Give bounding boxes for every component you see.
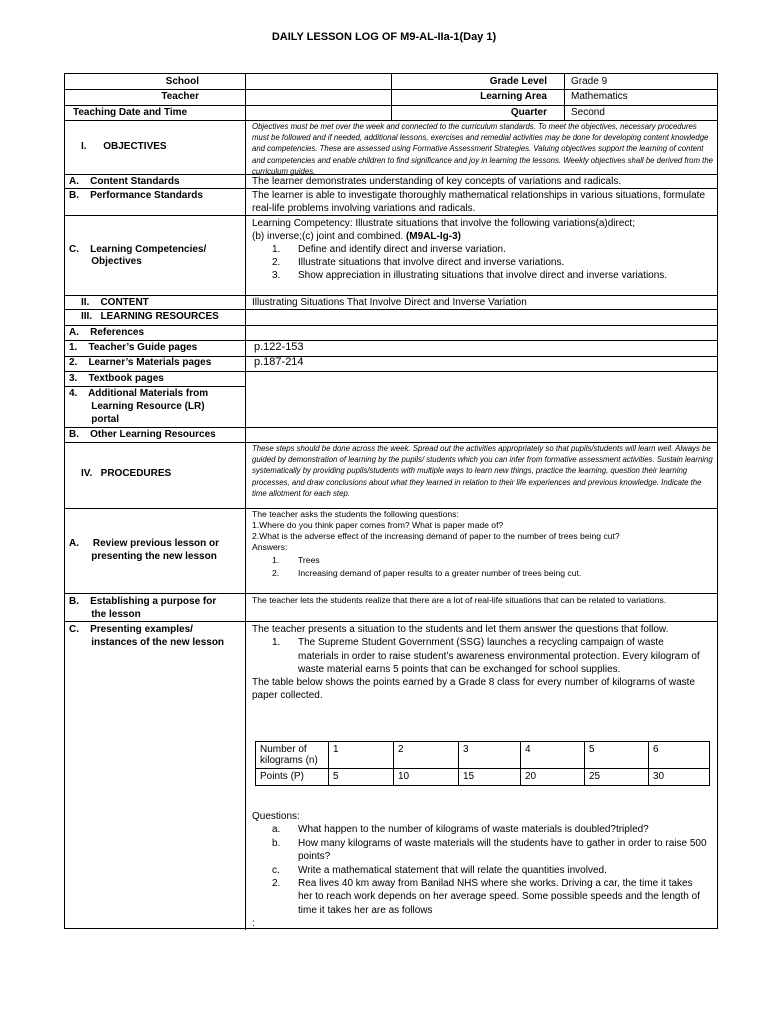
- table-cell: 30: [649, 769, 710, 786]
- purpose-value: The teacher lets the students realize that there are a lot of real-life situations that can be related to variations.: [252, 595, 667, 605]
- table-cell: 15: [459, 769, 521, 786]
- date-label: Teaching Date and Time: [73, 107, 188, 118]
- table-cell: 10: [394, 769, 459, 786]
- grade-label: Grade Level: [489, 76, 547, 87]
- area-label: Learning Area: [480, 91, 547, 102]
- lc-item-1: 1. Define and identify direct and inverse variation.: [272, 244, 506, 255]
- questions-label: Questions:: [252, 811, 300, 822]
- review-answer-1: 1. Trees: [272, 555, 320, 565]
- kilogram-points-table: [255, 741, 710, 786]
- situation-1: 1. The Supreme Student Government (SSG) launches a recycling campaign of waste materials in order to raise student’s awareness environmental protection. Every kilogram of waste material earns 5 points that can be exchanged for school supplies.: [272, 637, 700, 675]
- competencies-label: C. Learning Competencies/ Objectives: [69, 244, 207, 267]
- resources-label: III. LEARNING RESOURCES: [81, 311, 219, 322]
- references-label: A. References: [69, 327, 145, 338]
- document-title: DAILY LESSON LOG OF M9-AL-IIa-1(Day 1): [271, 31, 497, 43]
- lc-line2-wrap: [252, 230, 714, 243]
- review-label: A. Review previous lesson or presenting the new lesson: [69, 538, 220, 562]
- grade-value: Grade 9: [571, 76, 608, 87]
- examples-label: C. Presenting examples/ instances of the new lesson: [69, 624, 225, 648]
- question-c: c. Write a mathematical statement that will relate the quantities involved.: [272, 864, 607, 876]
- review-block: [252, 509, 714, 579]
- quarter-label: Quarter: [510, 107, 547, 118]
- school-label: School: [165, 76, 199, 87]
- procedures-label: IV. PROCEDURES: [81, 468, 172, 479]
- performance-standards-label: B. Performance Standards: [69, 190, 203, 201]
- teacher-label: Teacher: [161, 91, 199, 102]
- lc-item-3: 3. Show appreciation in illustrating situations that involve direct and inverse variations.: [272, 270, 668, 281]
- quarter-value: Second: [571, 107, 605, 118]
- textbook-label: 3. Textbook pages: [69, 373, 164, 384]
- performance-standards-value: The learner is able to investigate thoroughly mathematical relationships in various situations, formulate real-life problems involving variations and radicals.: [252, 190, 706, 214]
- lm-value: p.187-214: [254, 356, 304, 368]
- table-cell: 5: [585, 742, 649, 769]
- examples-intro: The teacher presents a situation to the students and let them answer the questions that follow.: [252, 624, 669, 635]
- lc-item-2: 2. Illustrate situations that involve direct and inverse variations.: [272, 257, 565, 268]
- objectives-note: Objectives must be met over the week and connected to the curriculum standards. To meet the objectives, necessary procedures must be followed and if needed, additional lessons, exercises and remedial activities may be done for developing content knowledge and competencies. These are assessed using Formative Assessment Strategies. Valuing objectives support the learning of content and competencies and enable children to find significance and joy in learning the lessons. Weekly objectives shall be derived from the curriculum guides.: [252, 122, 714, 176]
- content-label: II. CONTENT: [81, 297, 149, 308]
- question-a: a. What happen to the number of kilograms of waste materials is doubled?tripled?: [272, 824, 649, 836]
- table-intro: The table below shows the points earned by a Grade 8 class for every number of kilograms of waste paper collected.: [252, 677, 696, 702]
- situation-2: 2. Rea lives 40 km away from Banilad NHS where she works. Driving a car, the time it takes her to reach work depends on her average speed. Some possible speeds and the length of time it takes her are as follows: [272, 878, 700, 916]
- content-standards-value: The learner demonstrates understanding of key concepts of variations and radicals.: [252, 176, 622, 187]
- table-row: [256, 769, 710, 786]
- tg-label: 1. Teacher’s Guide pages: [69, 342, 198, 353]
- tg-value: p.122-153: [254, 341, 304, 353]
- content-standards-label: A. Content Standards: [69, 176, 180, 187]
- objectives-label: I. OBJECTIVES: [81, 141, 167, 152]
- content-value: Illustrating Situations That Involve Direct and Inverse Variation: [252, 297, 527, 308]
- table-cell: 1: [329, 742, 394, 769]
- competencies-block: [252, 217, 714, 282]
- table-cell: 5: [329, 769, 394, 786]
- table-cell: 6: [649, 742, 710, 769]
- review-answers-label: Answers:: [252, 542, 288, 552]
- lesson-log-table: [64, 73, 718, 929]
- procedures-note: These steps should be done across the week. Spread out the activities appropriately so that pupils/students will learn well. Always be guided by demonstration of learning by the pupils/ students which you can infer from formative assessment activities. Sustain learning systematically by providing pupils/students with multiple ways to learn new things, practice the learning, question their learning processes, and draw conclusions about what they learned in relation to their life experiences and previous knowledge. Indicate the time allotment for each step.: [252, 444, 713, 498]
- lc-line1: Learning Competency: Illustrate situations that involve the following variations(a)direct;: [252, 218, 635, 229]
- lr-label: 4. Additional Materials from Learning Resource (LR) portal: [69, 388, 209, 425]
- trailing-colon: :: [252, 918, 255, 930]
- examples-block: [252, 623, 707, 703]
- questions-block: [252, 810, 707, 931]
- lc-code: (M9AL-Ig-3): [403, 231, 461, 242]
- review-answer-2: 2. Increasing demand of paper results to a greater number of trees being cut.: [272, 568, 582, 578]
- review-intro: The teacher asks the students the following questions:: [252, 509, 459, 519]
- table-cell: 25: [585, 769, 649, 786]
- table-cell: 4: [521, 742, 585, 769]
- question-b: b. How many kilograms of waste materials will the students have to gather in order to raise 500 points?: [272, 837, 707, 863]
- other-resources-label: B. Other Learning Resources: [69, 429, 216, 440]
- review-q1: 1.Where do you think paper comes from? What is paper made of?: [252, 520, 504, 530]
- table-cell: 2: [394, 742, 459, 769]
- table-cell: 20: [521, 769, 585, 786]
- lc-line2: (b) inverse;(c) joint and combined.: [252, 231, 404, 242]
- area-value: Mathematics: [571, 91, 628, 102]
- row2-label: Points (P): [256, 769, 329, 786]
- review-q2: 2.What is the adverse effect of the increasing demand of paper to the number of trees being cut?: [252, 531, 620, 541]
- table-cell: 3: [459, 742, 521, 769]
- row1-label: Number of kilograms (n): [256, 742, 329, 769]
- table-row: [256, 742, 710, 769]
- purpose-label: B. Establishing a purpose for the lesson: [69, 596, 217, 620]
- lm-label: 2. Learner’s Materials pages: [69, 357, 212, 368]
